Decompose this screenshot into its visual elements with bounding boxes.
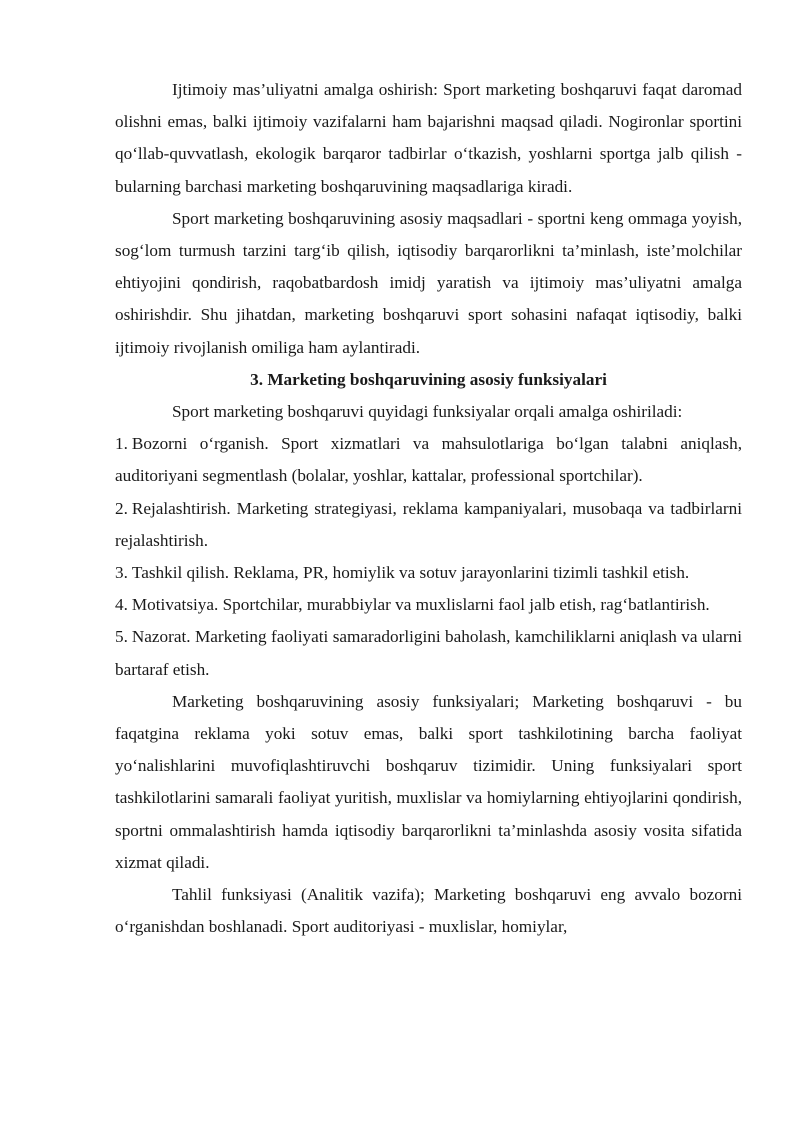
list-item-5 xyxy=(115,621,742,685)
paragraph-functions-overview: Marketing boshqaruvining asosiy funksiyalari; Marketing boshqaruvi - bu faqatgina reklama yoki sotuv emas, balki sport tashkilotining barcha faoliyat yo‘nalishlarini muvofiqlashtiruvchi boshqaruv tizimidir. Uning funksiyalari sport tashkilotlarini samarali faoliyat yuritish, muxlislar va homiylarning ehtiyojlarini qondirish, sportni ommalashtirish hamda iqtisodiy barqarorlikni ta’minlashda asosiy vosita sifatida xizmat qiladi. xyxy=(115,691,742,872)
list-item-text: Bozorni o‘rganish. Sport xizmatlari va mahsulotlariga bo‘lgan talabni aniqlash, auditoriyani segmentlash (bolalar, yoshlar, kattalar, professional sportchilar). xyxy=(115,434,742,486)
list-item-number: 3. xyxy=(115,563,128,583)
list-item-number: 1. xyxy=(115,434,128,454)
paragraph-analysis-function: Tahlil funksiyasi (Analitik vazifa); Marketing boshqaruvi eng avvalo bozorni o‘rganishdan boshlanadi. Sport auditoriyasi - muxlislar, homiylar, xyxy=(115,885,742,937)
list-item-number: 4. xyxy=(115,595,128,615)
paragraph-main-goals: Sport marketing boshqaruvining asosiy maqsadlari - sportni keng ommaga yoyish, sog‘lom turmush tarzini targ‘ib qilish, iqtisodiy barqarorlikni ta’minlash, iste’molchilar ehtiyojini qondirish, raqobatbardosh imidj yaratish va ijtimoiy mas’uliyatni amalga oshirishdir. Shu jihatdan, marketing boshqaruvi sport sohasini nafaqat iqtisodiy, balki ijtimoiy rivojlanish omiliga ham aylantiradi. xyxy=(115,208,742,357)
paragraph-social-responsibility: Ijtimoiy mas’uliyatni amalga oshirish: Sport marketing boshqaruvi faqat daromad olishni emas, balki ijtimoiy vazifalarni ham bajarishni maqsad qiladi. Nogironlar sportini qo‘llab-quvvatlash, ekologik barqaror tadbirlar o‘tkazish, yoshlarni sportga jalb qilish - bularning barchasi marketing boshqaruvining maqsadlariga kiradi. xyxy=(115,80,742,196)
list-item-text: Motivatsiya. Sportchilar, murabbiylar va muxlislarni faol jalb etish, rag‘batlantirish. xyxy=(131,595,710,615)
list-item-text: Tashkil qilish. Reklama, PR, homiylik va sotuv jarayonlarini tizimli tashkil etish. xyxy=(131,563,690,583)
list-item-number: 2. xyxy=(115,498,128,518)
list-item-number: 5. xyxy=(115,627,128,647)
list-item-1 xyxy=(115,428,742,492)
list-item-text: Nazorat. Marketing faoliyati samaradorligini baholash, kamchiliklarni aniqlash va ularni bartaraf etish. xyxy=(115,627,742,679)
document-body xyxy=(115,74,742,943)
list-item-text: Rejalashtirish. Marketing strategiyasi, reklama kampaniyalari, musobaqa va tadbirlarni rejalashtirish. xyxy=(115,498,742,550)
section-heading: 3. Marketing boshqaruvining asosiy funksiyalari xyxy=(250,369,607,389)
list-item-3 xyxy=(115,557,742,589)
paragraph-functions-intro: Sport marketing boshqaruvi quyidagi funksiyalar orqali amalga oshiriladi: xyxy=(172,402,683,422)
list-item-2 xyxy=(115,493,742,557)
list-item-4 xyxy=(115,589,742,621)
